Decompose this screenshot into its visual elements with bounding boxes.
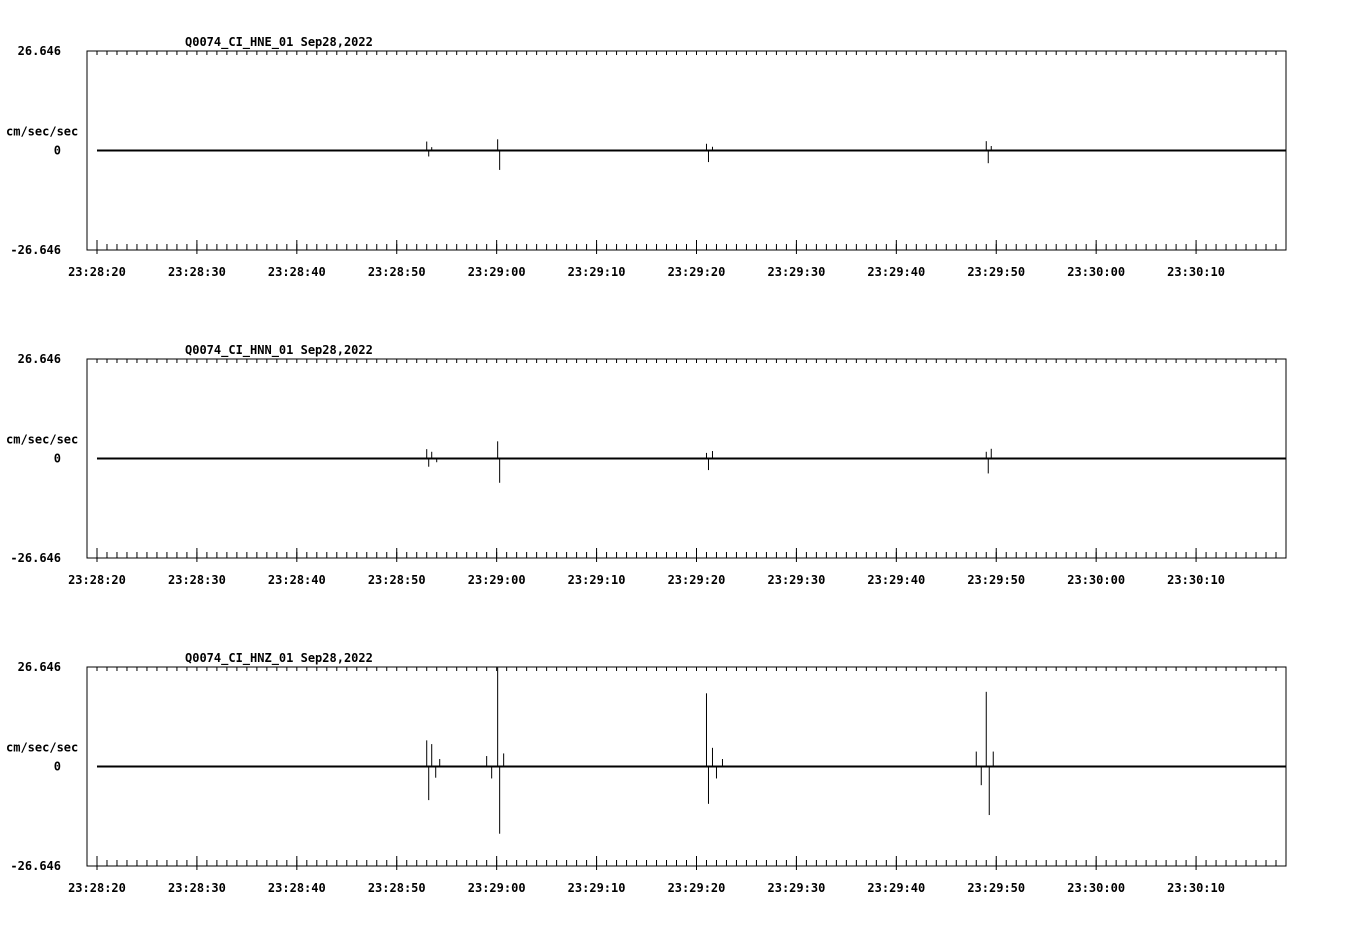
x-tick-label: 23:28:50 xyxy=(367,265,426,279)
x-tick-label: 23:30:10 xyxy=(1167,265,1225,279)
x-tick-label: 23:28:50 xyxy=(367,573,426,587)
y-tick-label: 0 xyxy=(53,451,61,466)
y-tick-label: -26.646 xyxy=(10,243,61,257)
x-tick-label: 23:28:40 xyxy=(267,573,326,587)
y-tick-label: 0 xyxy=(53,759,61,774)
x-tick-label: 23:29:20 xyxy=(667,573,726,587)
x-tick-label: 23:29:50 xyxy=(967,881,1026,895)
x-tick-label: 23:30:10 xyxy=(1167,881,1225,895)
x-tick-label: 23:30:00 xyxy=(1067,881,1126,895)
x-tick-label: 23:29:40 xyxy=(867,573,926,587)
x-tick-label: 23:30:00 xyxy=(1067,573,1126,587)
x-tick-label: 23:29:40 xyxy=(867,881,926,895)
x-tick-label: 23:29:50 xyxy=(967,573,1026,587)
y-tick-label: 0 xyxy=(53,143,61,158)
x-tick-label: 23:29:10 xyxy=(567,881,626,895)
x-tick-label: 23:28:40 xyxy=(267,881,326,895)
x-tick-label: 23:29:10 xyxy=(567,265,626,279)
channel-title: Q0074_CI_HNZ_01 Sep28,2022 xyxy=(185,651,373,665)
channel-panel xyxy=(87,667,1286,870)
y-axis-unit-label: cm/sec/sec xyxy=(6,740,79,755)
x-tick-label: 23:28:20 xyxy=(68,573,126,587)
y-tick-label: -26.646 xyxy=(10,859,61,873)
x-tick-label: 23:28:30 xyxy=(168,265,226,279)
y-axis-unit-label: cm/sec/sec xyxy=(6,124,79,139)
x-tick-label: 23:28:20 xyxy=(68,265,126,279)
x-tick-label: 23:28:40 xyxy=(267,265,326,279)
x-tick-label: 23:29:30 xyxy=(767,265,826,279)
x-tick-label: 23:29:30 xyxy=(767,881,826,895)
x-tick-label: 23:28:20 xyxy=(68,881,126,895)
x-tick-label: 23:29:10 xyxy=(567,573,626,587)
x-tick-label: 23:29:30 xyxy=(767,573,826,587)
channel-title: Q0074_CI_HNE_01 Sep28,2022 xyxy=(185,35,373,49)
x-tick-label: 23:29:50 xyxy=(967,265,1026,279)
x-tick-label: 23:29:20 xyxy=(667,265,726,279)
x-tick-label: 23:30:10 xyxy=(1167,573,1225,587)
x-tick-label: 23:28:30 xyxy=(168,881,226,895)
y-axis-unit-label: cm/sec/sec xyxy=(6,432,79,447)
y-tick-label: -26.646 xyxy=(10,551,61,565)
y-tick-label: 26.646 xyxy=(17,44,61,58)
x-tick-label: 23:29:40 xyxy=(867,265,926,279)
x-tick-label: 23:29:00 xyxy=(467,881,526,895)
x-tick-label: 23:29:00 xyxy=(467,265,526,279)
x-tick-label: 23:28:50 xyxy=(367,881,426,895)
y-tick-label: 26.646 xyxy=(17,352,61,366)
channel-title: Q0074_CI_HNN_01 Sep28,2022 xyxy=(185,343,373,357)
y-tick-label: 26.646 xyxy=(17,660,61,674)
channel-panel xyxy=(87,359,1286,562)
x-tick-label: 23:29:20 xyxy=(667,881,726,895)
channel-panel xyxy=(87,51,1286,254)
x-tick-label: 23:30:00 xyxy=(1067,265,1126,279)
x-tick-label: 23:28:30 xyxy=(168,573,226,587)
x-tick-label: 23:29:00 xyxy=(467,573,526,587)
